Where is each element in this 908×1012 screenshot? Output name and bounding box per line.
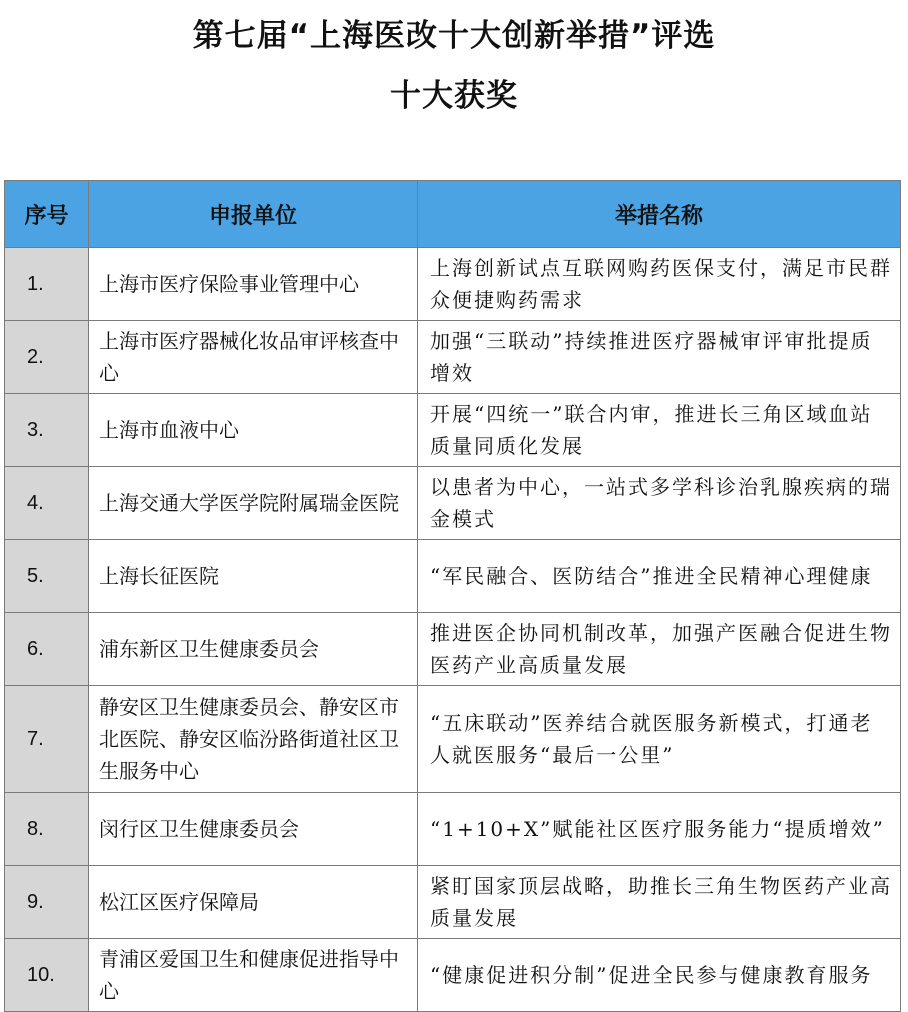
table-row xyxy=(5,467,901,540)
row-index: 2. xyxy=(5,321,89,394)
row-measure: 紧盯国家顶层战略，助推长三角生物医药产业高质量发展 xyxy=(418,866,901,939)
row-index: 5. xyxy=(5,540,89,613)
row-organization: 上海市血液中心 xyxy=(89,394,418,467)
row-organization: 上海长征医院 xyxy=(89,540,418,613)
row-measure: 以患者为中心，一站式多学科诊治乳腺疾病的瑞金模式 xyxy=(418,467,901,540)
table-row xyxy=(5,540,901,613)
table-row xyxy=(5,866,901,939)
table-row xyxy=(5,793,901,866)
page-title: 第七届“上海医改十大创新举措”评选 xyxy=(192,18,716,54)
row-measure: “健康促进积分制”促进全民参与健康教育服务 xyxy=(418,939,901,1012)
row-index: 6. xyxy=(5,613,89,686)
row-organization: 上海交通大学医学院附属瑞金医院 xyxy=(89,467,418,540)
row-measure: 推进医企协同机制改革，加强产医融合促进生物医药产业高质量发展 xyxy=(418,613,901,686)
row-organization: 闵行区卫生健康委员会 xyxy=(89,793,418,866)
row-measure: “军民融合、医防结合”推进全民精神心理健康 xyxy=(418,540,901,613)
header-organization: 申报单位 xyxy=(89,181,418,248)
table-row xyxy=(5,686,901,793)
table-row xyxy=(5,394,901,467)
row-index: 10. xyxy=(5,939,89,1012)
row-organization: 静安区卫生健康委员会、静安区市北医院、静安区临汾路街道社区卫生服务中心 xyxy=(89,686,418,793)
row-index: 8. xyxy=(5,793,89,866)
row-measure: “五床联动”医养结合就医服务新模式，打通老人就医服务“最后一公里” xyxy=(418,686,901,793)
row-measure: “1+10+X”赋能社区医疗服务能力“提质增效” xyxy=(418,793,901,866)
table-header-row xyxy=(5,181,901,248)
row-measure: 上海创新试点互联网购药医保支付，满足市民群众便捷购药需求 xyxy=(418,248,901,321)
row-organization: 浦东新区卫生健康委员会 xyxy=(89,613,418,686)
row-organization: 上海市医疗器械化妆品审评核查中心 xyxy=(89,321,418,394)
table-row xyxy=(5,613,901,686)
row-organization: 上海市医疗保险事业管理中心 xyxy=(89,248,418,321)
header-index: 序号 xyxy=(5,181,89,248)
row-measure: 加强“三联动”持续推进医疗器械审评审批提质增效 xyxy=(418,321,901,394)
awards-table xyxy=(4,180,901,1012)
header-measure: 举措名称 xyxy=(418,181,901,248)
row-index: 1. xyxy=(5,248,89,321)
table-row xyxy=(5,321,901,394)
page-subtitle: 十大获奖 xyxy=(390,78,518,114)
row-measure: 开展“四统一”联合内审，推进长三角区域血站质量同质化发展 xyxy=(418,394,901,467)
row-index: 9. xyxy=(5,866,89,939)
row-index: 4. xyxy=(5,467,89,540)
table-row xyxy=(5,248,901,321)
row-index: 7. xyxy=(5,686,89,793)
row-organization: 青浦区爱国卫生和健康促进指导中心 xyxy=(89,939,418,1012)
row-index: 3. xyxy=(5,394,89,467)
row-organization: 松江区医疗保障局 xyxy=(89,866,418,939)
table-row xyxy=(5,939,901,1012)
